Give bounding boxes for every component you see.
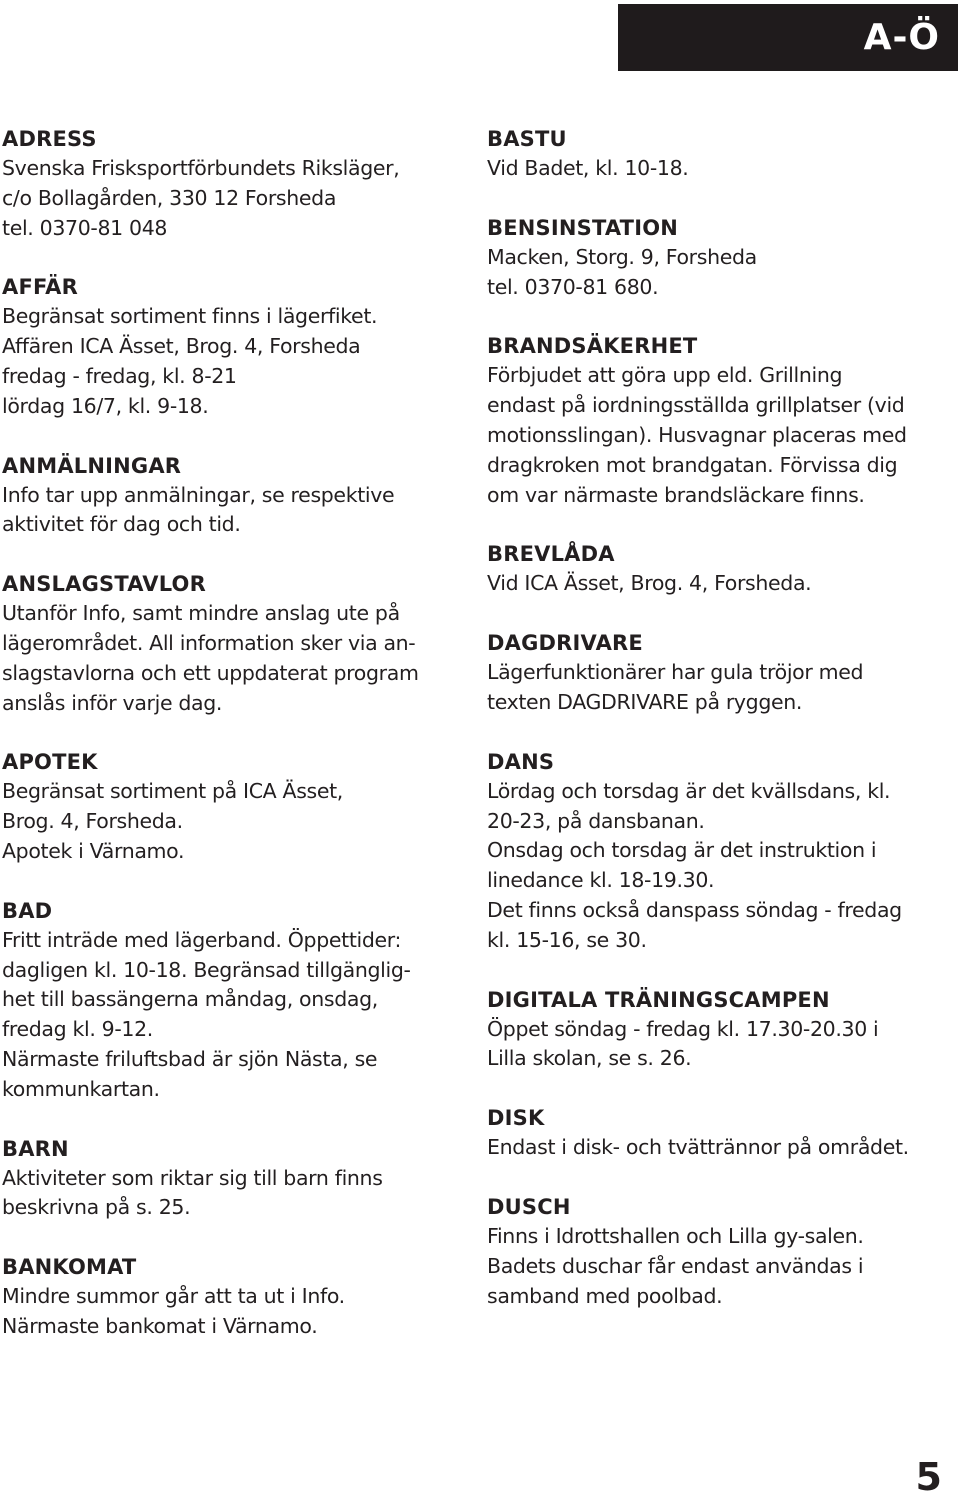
- entry-text-line: Svenska Frisksportförbundets Riksläger,: [2, 156, 400, 180]
- entry-text-line: Finns i Idrottshallen och Lilla gy-salen.: [487, 1223, 864, 1248]
- entry-title: AFFÄR: [2, 275, 78, 300]
- directory-entry: [2, 747, 470, 866]
- entry-text-line: Info tar upp anmälningar, se respektive: [2, 482, 395, 507]
- entry-text-line: c/o Bollagården, 330 12 Forsheda: [2, 185, 337, 210]
- entry-text-line: Begränsat sortiment finns i lägerfiket.: [2, 304, 378, 329]
- entry-text-line: fredag kl. 9-12.: [2, 1017, 153, 1042]
- directory-entry: [487, 1103, 957, 1163]
- entry-text-line: Vid ICA Ässet, Brog. 4, Forsheda.: [487, 571, 812, 596]
- entry-text-line: tel. 0370-81 680.: [487, 274, 659, 299]
- entry-text-line: Lilla skolan, se s. 26.: [487, 1046, 692, 1071]
- entry-text-line: Onsdag och torsdag är det instruktion i: [487, 838, 877, 863]
- directory-entry: [487, 213, 957, 303]
- entry-text-line: Aktiviteter som riktar sig till barn finns: [2, 1165, 383, 1190]
- entry-text-line: lördag 16/7, kl. 9-18.: [2, 393, 209, 418]
- entry-title: ADRESS: [2, 127, 97, 151]
- entry-title: BASTU: [487, 127, 567, 151]
- directory-entry: [487, 124, 957, 184]
- entry-text-line: Det finns också danspass söndag - fredag: [487, 897, 902, 922]
- entry-text-line: 20-23, på dansbanan.: [487, 808, 705, 833]
- directory-entry: [2, 272, 470, 421]
- directory-entry: [487, 331, 957, 510]
- entry-text-line: Begränsat sortiment på ICA Ässet,: [2, 779, 343, 804]
- entry-text-line: Fritt inträde med lägerband. Öppettider:: [2, 927, 402, 952]
- entry-text-line: Macken, Storg. 9, Forsheda: [487, 244, 757, 269]
- entry-text-line: lägerområdet. All information sker via an-: [2, 630, 416, 655]
- entry-title: BARN: [2, 1136, 69, 1161]
- entry-text-line: Brog. 4, Forsheda.: [2, 809, 183, 834]
- directory-entry: [2, 896, 470, 1105]
- entry-title: DANS: [487, 749, 555, 774]
- entry-text-line: kl. 15-16, se 30.: [487, 927, 647, 952]
- directory-entry: [2, 569, 470, 718]
- entry-text-line: tel. 0370-81 048: [2, 215, 168, 240]
- entry-title: BANKOMAT: [2, 1255, 137, 1280]
- entry-text-line: Närmaste friluftsbad är sjön Nästa, se: [2, 1046, 378, 1071]
- page-number: 5: [915, 1455, 942, 1499]
- right-column: [487, 124, 957, 1340]
- entry-text-line: Öppet söndag - fredag kl. 17.30-20.30 i: [487, 1016, 879, 1041]
- entry-text-line: Utanför Info, samt mindre anslag ute på: [2, 601, 400, 626]
- entry-text-line: Endast i disk- och tvättrännor på området.: [487, 1135, 909, 1160]
- entry-text-line: Lägerfunktionärer har gula tröjor med: [487, 660, 864, 685]
- entry-title: APOTEK: [2, 750, 98, 775]
- entry-text-line: slagstavlorna och ett uppdaterat program: [2, 660, 419, 685]
- entry-title: DISK: [487, 1106, 545, 1131]
- directory-entry: [487, 985, 957, 1075]
- entry-text-line: Vid Badet, kl. 10-18.: [487, 156, 689, 180]
- entry-text-line: Närmaste bankomat i Värnamo.: [2, 1313, 318, 1338]
- entry-text-line: Lördag och torsdag är det kvällsdans, kl.: [487, 778, 891, 803]
- directory-entry: [2, 1134, 470, 1224]
- entry-text-line: Affären ICA Ässet, Brog. 4, Forsheda: [2, 334, 361, 359]
- section-label: A-Ö: [863, 17, 940, 58]
- entry-title: DIGITALA TRÄNINGSCAMPEN: [487, 987, 830, 1012]
- directory-entry: [2, 1252, 470, 1342]
- entry-title: BREVLÅDA: [487, 542, 615, 567]
- entry-text-line: Apotek i Värnamo.: [2, 838, 185, 863]
- directory-entry: [487, 747, 957, 956]
- left-column: [2, 124, 470, 1371]
- entry-text-line: Förbjudet att göra upp eld. Grillning: [487, 363, 843, 388]
- entry-text-line: Badets duschar får endast användas i: [487, 1253, 864, 1278]
- entry-text-line: het till bassängerna måndag, onsdag,: [2, 987, 378, 1012]
- entry-title: ANMÄLNINGAR: [2, 453, 182, 478]
- entry-title: DAGDRIVARE: [487, 631, 643, 656]
- entry-text-line: beskrivna på s. 25.: [2, 1195, 191, 1220]
- entry-text-line: dagligen kl. 10-18. Begränsad tillgänglig-: [2, 957, 411, 982]
- entry-text-line: anslås inför varje dag.: [2, 690, 223, 715]
- entry-title: BENSINSTATION: [487, 215, 679, 240]
- directory-entry: [2, 451, 470, 541]
- entry-title: DUSCH: [487, 1194, 571, 1219]
- entry-text-line: Mindre summor går att ta ut i Info.: [2, 1284, 345, 1309]
- entry-text-line: aktivitet för dag och tid.: [2, 512, 241, 537]
- entry-title: BRANDSÄKERHET: [487, 334, 698, 359]
- directory-entry: [2, 124, 470, 243]
- entry-text-line: samband med poolbad.: [487, 1283, 723, 1308]
- directory-entry: [487, 1192, 957, 1311]
- entry-text-line: linedance kl. 18-19.30.: [487, 868, 715, 893]
- directory-entry: [487, 628, 957, 718]
- entry-text-line: om var närmaste brandsläckare finns.: [487, 482, 865, 507]
- entry-text-line: kommunkartan.: [2, 1076, 160, 1101]
- entry-text-line: fredag - fredag, kl. 8-21: [2, 363, 237, 388]
- entry-text-line: motionsslingan). Husvagnar placeras med: [487, 422, 907, 447]
- entry-title: ANSLAGSTAVLOR: [2, 572, 206, 597]
- entry-title: BAD: [2, 898, 53, 923]
- entry-text-line: endast på iordningsställda grillplatser (vid: [487, 393, 905, 418]
- entry-text-line: dragkroken mot brandgatan. Förvissa dig: [487, 452, 898, 477]
- section-tab: [618, 4, 958, 71]
- directory-entry: [487, 539, 957, 599]
- entry-text-line: texten DAGDRIVARE på ryggen.: [487, 689, 803, 714]
